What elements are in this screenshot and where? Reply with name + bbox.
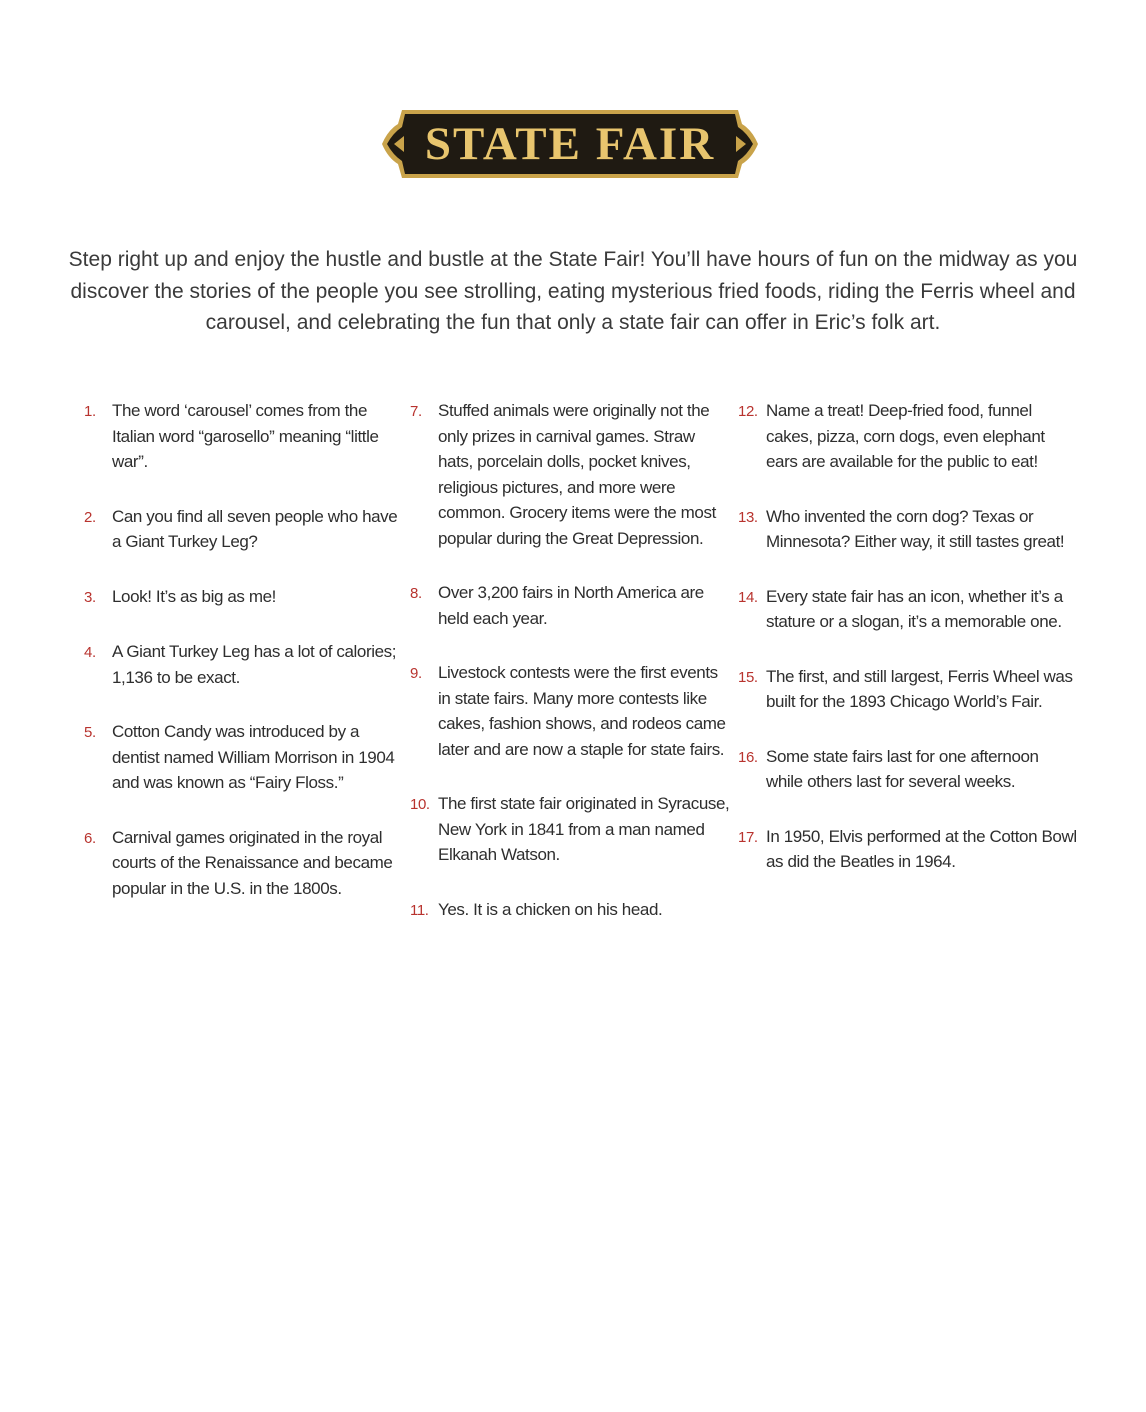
fact-item bbox=[410, 791, 730, 868]
fact-item bbox=[410, 660, 730, 762]
fact-number: 6. bbox=[84, 829, 96, 847]
fact-number: 9. bbox=[410, 665, 422, 682]
fact-item bbox=[738, 584, 1078, 635]
fact-text: A Giant Turkey Leg has a lot of calories; 1,136 to be exact. bbox=[112, 642, 397, 687]
intro-paragraph: Step right up and enjoy the hustle and bustle at the State Fair! You’ll have hours of fun on the midway as you discover the stories of the people you see strolling, eating mysterious fried foods, riding the Ferris wheel and carousel, and celebrating the fun that only a state fair can offer in Eric’s folk art. bbox=[68, 248, 1078, 334]
fact-item bbox=[738, 664, 1078, 715]
fact-number: 1. bbox=[84, 403, 96, 420]
fact-number: 7. bbox=[410, 403, 422, 420]
fact-text: Look! It’s as big as me! bbox=[112, 586, 276, 606]
fact-text: Livestock contests were the first events in state fairs. Many more contests like cakes, fashion shows, and rodeos came later and are now a staple for state fairs. bbox=[438, 663, 726, 759]
fact-item bbox=[738, 744, 1078, 795]
fact-number: 5. bbox=[84, 724, 96, 741]
fact-number: 10. bbox=[410, 796, 430, 813]
facts-column-1 bbox=[84, 398, 404, 930]
fact-text: Name a treat! Deep-fried food, funnel cakes, pizza, corn dogs, even elephant ears are available for the public to eat! bbox=[766, 401, 1045, 471]
fact-text: Every state fair has an icon, whether it’s a stature or a slogan, it’s a memorable one. bbox=[766, 586, 1063, 631]
fact-text: Stuffed animals were originally not the only prizes in carnival games. Straw hats, porcelain dolls, pocket knives, religious pictures, and more were common. Grocery items were the most popular during the Great Depression. bbox=[438, 401, 716, 548]
fact-text: Carnival games originated in the royal courts of the Renaissance and became popular in the U.S. in the 1800s. bbox=[112, 827, 393, 898]
fact-number: 2. bbox=[84, 508, 96, 526]
fact-number: 3. bbox=[84, 588, 96, 606]
facts-column-3 bbox=[738, 398, 1078, 904]
fact-text: Some state fairs last for one afternoon while others last for several weeks. bbox=[766, 746, 1039, 791]
fact-text: The first state fair originated in Syracuse, New York in 1841 from a man named Elkanah Watson. bbox=[438, 794, 730, 864]
fact-text: The first, and still largest, Ferris Wheel was built for the 1893 Chicago World’s Fair. bbox=[766, 666, 1073, 711]
fact-number: 11. bbox=[410, 901, 429, 919]
fact-number: 12. bbox=[738, 403, 758, 420]
fact-item bbox=[84, 639, 404, 690]
fact-number: 16. bbox=[738, 748, 758, 766]
fact-text: Yes. It is a chicken on his head. bbox=[438, 899, 663, 919]
fact-text: In 1950, Elvis performed at the Cotton Bowl as did the Beatles in 1964. bbox=[766, 826, 1077, 871]
fact-number: 17. bbox=[738, 828, 758, 846]
fact-item bbox=[410, 398, 730, 551]
fact-item bbox=[84, 398, 404, 475]
fact-number: 8. bbox=[410, 585, 422, 602]
facts-column-2 bbox=[410, 398, 730, 952]
title-banner bbox=[380, 108, 760, 180]
fact-item bbox=[84, 825, 404, 902]
fact-number: 14. bbox=[738, 588, 758, 606]
fact-number: 4. bbox=[84, 644, 96, 661]
fact-number: 13. bbox=[738, 508, 758, 526]
fact-item bbox=[410, 580, 730, 631]
page-title: STATE FAIR bbox=[424, 118, 716, 170]
fact-text: Over 3,200 fairs in North America are held each year. bbox=[438, 583, 704, 628]
fact-item bbox=[738, 824, 1078, 875]
fact-text: Can you find all seven people who have a Giant Turkey Leg? bbox=[112, 506, 398, 551]
fact-number: 15. bbox=[738, 668, 758, 686]
fact-item bbox=[410, 897, 730, 924]
fact-item bbox=[84, 504, 404, 555]
fact-item bbox=[738, 398, 1078, 475]
fact-item bbox=[738, 504, 1078, 555]
fact-text: The word ‘carousel’ comes from the Italian word “garosello” meaning “little war”. bbox=[112, 401, 379, 471]
fact-text: Who invented the corn dog? Texas or Minnesota? Either way, it still tastes great! bbox=[766, 506, 1065, 551]
fact-item bbox=[84, 584, 404, 611]
fact-item bbox=[84, 719, 404, 796]
fact-text: Cotton Candy was introduced by a dentist named William Morrison in 1904 and was known as “Fairy Floss.” bbox=[112, 722, 395, 792]
